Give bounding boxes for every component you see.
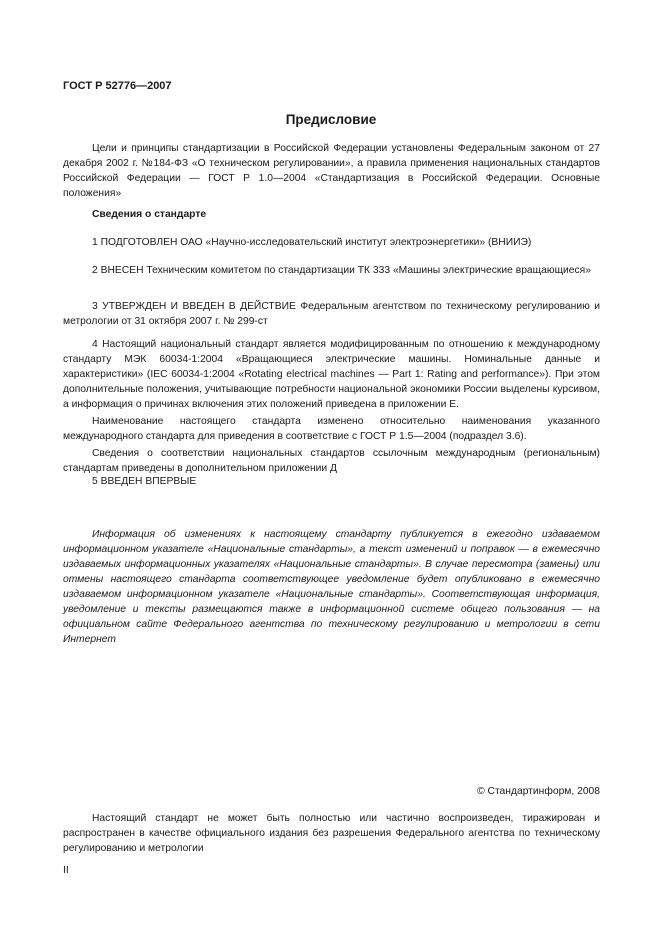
item-3: 3 УТВЕРЖДЕН И ВВЕДЕН В ДЕЙСТВИЕ Федеральным агентством по техническому регулированию и метрологии от 31 октября 2007 г. № 299-ст: [63, 301, 600, 327]
section-heading: Сведения о стандарте: [92, 209, 207, 220]
reproduction-notice: Настоящий стандарт не может быть полностью или частично воспроизведен, тиражирован и распространен в качестве официального издания без разрешения Федерального агентства по техническому регулированию и метрологии: [63, 813, 600, 854]
item-5: 5 ВВЕДЕН ВПЕРВЫЕ: [92, 476, 197, 487]
item-4-block: [63, 337, 600, 476]
item-3-block: [63, 299, 600, 329]
item-4-name-change: Наименование настоящего стандарта изменено относительно наименования указанного международного стандарта для приведения в соответствие с ГОСТ Р 1.5—2004 (подраздел 3.6).: [63, 416, 600, 442]
item-4-correspondence: Сведения о соответствии национальных стандартов ссылочным международным (региональным) стандартам приведены в дополнительном приложении Д: [63, 448, 600, 474]
notice-block: [63, 527, 600, 647]
item-5-block: [63, 474, 600, 489]
section-heading-block: [63, 207, 600, 222]
reproduction-block: [63, 811, 600, 856]
item-2: 2 ВНЕСЕН Техническим комитетом по стандартизации ТК 333 «Машины электрические вращающиеся»: [92, 265, 591, 276]
changes-notice: Информация об изменениях к настоящему стандарту публикуется в ежегодно издаваемом информационном указателе «Национальные стандарты», а текст изменений и поправок — в ежемесячно издаваемых информационных указателях «Национальные стандарты». В случае пересмотра (замены) или отмены настоящего стандарта соответствующее уведомление будет опубликовано в ежемесячно издаваемом информационном указателе «Национальные стандарты». Соответствующая информация, уведомление и тексты размещаются также в информационной системе общего пользования — на официальном сайте Федерального агентства по техническому регулированию и метрологии в сети Интернет: [63, 529, 600, 645]
page-title: Предисловие: [285, 112, 377, 127]
copyright-line: © Стандартинформ, 2008: [477, 786, 600, 797]
standard-code: ГОСТ Р 52776—2007: [63, 80, 172, 92]
item-4-main: 4 Настоящий национальный стандарт является модифицированным по отношению к международному стандарту МЭК 60034-1:2004 «Вращающиеся электрические машины. Номинальные данные и характеристики» (IEC 60034-1:2004 «Rotating electrical machines — Part 1: Rating and performance»). При этом дополнительные положения, учитывающие потребности национальной экономики России выделены курсивом, а информация о причинах включения этих положений приведена в приложении Е.: [63, 339, 600, 410]
intro-block: [63, 141, 600, 201]
item-1-block: [63, 235, 600, 250]
intro-paragraph: Цели и принципы стандартизации в Российской Федерации установлены Федеральным законом от 27 декабря 2002 г. №184-ФЗ «О техническом регулировании», а правила применения национальных стандартов Российской Федерации — ГОСТ Р 1.0—2004 «Стандартизация в Российской Федерации. Основные положения»: [63, 143, 600, 199]
item-2-block: [63, 263, 600, 278]
item-1: 1 ПОДГОТОВЛЕН ОАО «Научно-исследовательский институт электроэнергетики» (ВНИИЭ): [92, 237, 532, 248]
page-number: II: [63, 865, 69, 876]
